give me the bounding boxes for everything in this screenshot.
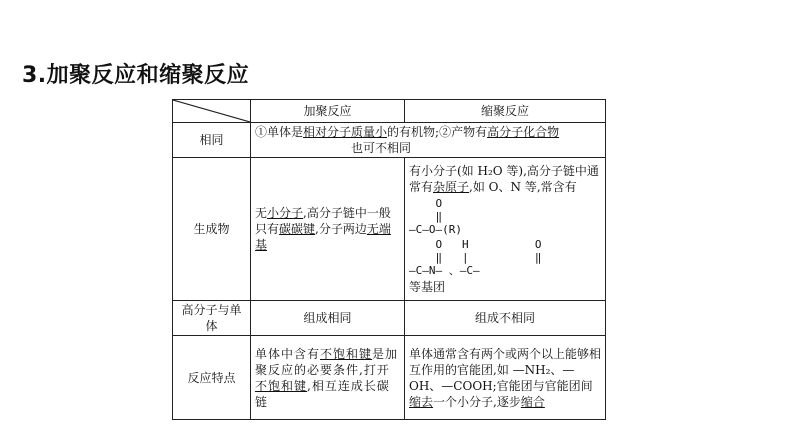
header-addition: 加聚反应 [251, 100, 405, 123]
table-row-product [173, 158, 606, 301]
fa-1: 单体中含有 [255, 346, 321, 361]
diagonal-header-cell [173, 100, 251, 123]
row-label-same: 相同 [173, 123, 251, 158]
pm-addition-cell: 组成相同 [251, 301, 405, 336]
pa-2: 小分子 [267, 206, 304, 220]
same-text-5: 也可不相同 [351, 141, 412, 155]
ester-structure: O ‖ —C—O—(R) [409, 197, 462, 236]
same-cell [251, 123, 606, 158]
structure-suffix: 等基团 [409, 280, 446, 294]
pa-1: 无 [255, 206, 268, 220]
table-header-row [173, 100, 606, 123]
pa-3: ,高分子链中一般只有 [255, 206, 391, 236]
pc-1: 有小分子(如 H₂O 等),高分子链中通常有 [409, 164, 599, 194]
same-text-1: ①单体是 [255, 125, 304, 139]
pa-6: 无端基 [255, 222, 391, 252]
pa-5: ,分子两边 [315, 222, 367, 236]
pc-3: ,如 O、N 等,常含有 [469, 180, 577, 194]
pc-2: 杂原子 [433, 180, 470, 194]
features-condensation-cell [405, 336, 606, 420]
row-label-product: 生成物 [173, 158, 251, 301]
fc-1: 单体通常含有两个或两个以上能够相互作用的官能团,如 —NH₂、—OH、—COOH;官能团与官能团间 [409, 346, 602, 393]
row-label-polymer-monomer: 高分子与单体 [173, 301, 251, 336]
pm-condensation-cell: 组成不相同 [405, 301, 606, 336]
product-addition-cell [251, 158, 405, 301]
same-text-4: 高分子化合物 [487, 125, 560, 139]
section-title: 3.加聚反应和缩聚反应 [22, 63, 250, 88]
fa-2: 不饱和键 [320, 346, 373, 361]
same-text-3: 的有机物;②产物有 [387, 125, 488, 139]
fc-2: 缩去 [409, 394, 434, 409]
comparison-table [172, 99, 606, 420]
header-condensation: 缩聚反应 [405, 100, 606, 123]
amide-structure: O H O ‖ | ‖ —C—N— 、—C— [409, 238, 542, 277]
table-row-polymer-monomer [173, 301, 606, 336]
fa-3: 是加聚反应的必要条件,打开 [255, 346, 399, 377]
fa-4: 不饱和键 [255, 378, 308, 393]
product-condensation-cell [405, 158, 606, 301]
row-label-features: 反应特点 [173, 336, 251, 420]
fc-3: 一个小分子,逐步 [433, 394, 521, 409]
table-row-same [173, 123, 606, 158]
fc-4: 缩合 [520, 394, 545, 409]
pa-4: 碳碳键 [279, 222, 316, 236]
same-text-2: 相对分子质量小 [303, 125, 388, 139]
table-row-features [173, 336, 606, 420]
fa-5: ,相互连成长碳链 [255, 378, 390, 409]
features-addition-cell [251, 336, 405, 420]
